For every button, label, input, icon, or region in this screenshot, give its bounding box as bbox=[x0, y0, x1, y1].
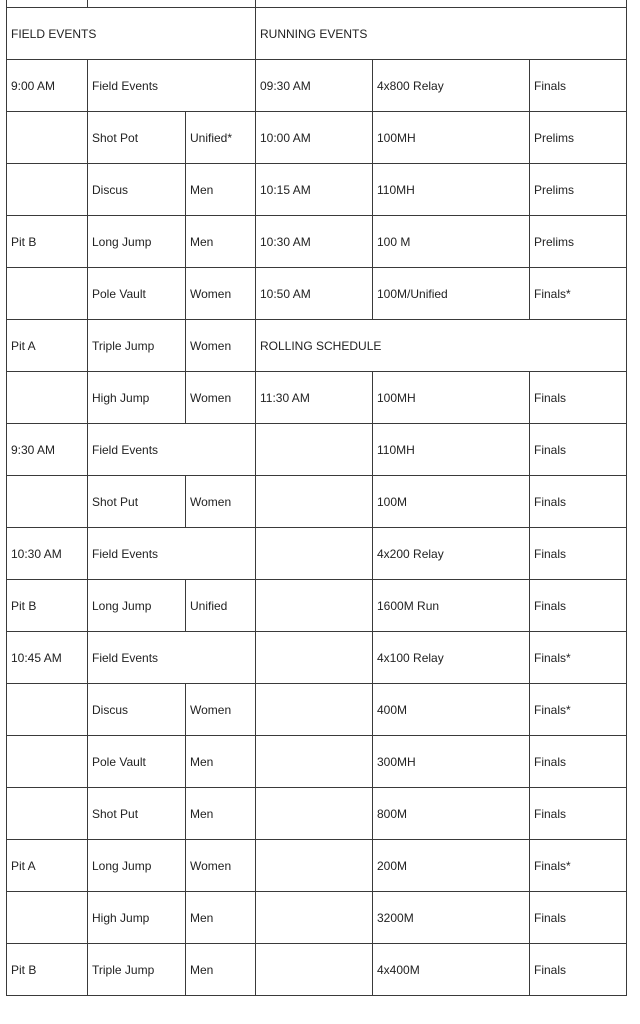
running-time-cell: 10:15 AM bbox=[256, 164, 373, 216]
field-time-cell: Pit A bbox=[7, 320, 88, 372]
running-event-cell: 4x400M bbox=[373, 944, 530, 996]
field-time-cell bbox=[7, 788, 88, 840]
field-time-cell bbox=[7, 736, 88, 788]
table-row bbox=[7, 216, 627, 268]
field-time-cell bbox=[7, 112, 88, 164]
section-header-row bbox=[7, 8, 627, 60]
running-event-cell: 4x800 Relay bbox=[373, 60, 530, 112]
running-event-cell: 1600M Run bbox=[373, 580, 530, 632]
table-row bbox=[7, 944, 627, 996]
field-division-cell: Men bbox=[186, 944, 256, 996]
table-cell bbox=[256, 0, 627, 8]
running-time-cell bbox=[256, 632, 373, 684]
field-division-cell: Women bbox=[186, 268, 256, 320]
field-time-cell bbox=[7, 164, 88, 216]
running-event-cell: 800M bbox=[373, 788, 530, 840]
field-event-cell: Pole Vault bbox=[88, 268, 186, 320]
table-row bbox=[7, 840, 627, 892]
field-event-cell: High Jump bbox=[88, 372, 186, 424]
field-time-cell: Pit B bbox=[7, 944, 88, 996]
running-round-cell: Prelims bbox=[530, 112, 627, 164]
running-time-cell bbox=[256, 944, 373, 996]
field-event-cell: Shot Pot bbox=[88, 112, 186, 164]
field-division-cell: Men bbox=[186, 892, 256, 944]
field-time-cell bbox=[7, 372, 88, 424]
running-event-cell: 100MH bbox=[373, 112, 530, 164]
running-event-cell: 4x200 Relay bbox=[373, 528, 530, 580]
cut-off-row bbox=[7, 0, 627, 8]
running-round-cell: Finals bbox=[530, 736, 627, 788]
field-time-cell bbox=[7, 684, 88, 736]
running-round-cell: Finals* bbox=[530, 632, 627, 684]
running-round-cell: Prelims bbox=[530, 216, 627, 268]
running-time-cell: 10:00 AM bbox=[256, 112, 373, 164]
running-event-cell: 300MH bbox=[373, 736, 530, 788]
field-division-cell: Men bbox=[186, 736, 256, 788]
running-time-cell: 11:30 AM bbox=[256, 372, 373, 424]
field-event-cell: Long Jump bbox=[88, 580, 186, 632]
table-row bbox=[7, 788, 627, 840]
field-event-cell: Field Events bbox=[88, 60, 256, 112]
field-division-cell: Men bbox=[186, 216, 256, 268]
field-event-cell: Shot Put bbox=[88, 476, 186, 528]
running-time-cell bbox=[256, 528, 373, 580]
running-round-cell: Finals bbox=[530, 372, 627, 424]
running-round-cell: Finals* bbox=[530, 268, 627, 320]
table-row bbox=[7, 268, 627, 320]
field-time-cell: 9:00 AM bbox=[7, 60, 88, 112]
field-event-cell: Discus bbox=[88, 164, 186, 216]
running-time-cell bbox=[256, 476, 373, 528]
field-event-cell: Field Events bbox=[88, 424, 256, 476]
table-row bbox=[7, 424, 627, 476]
running-event-cell: 100M bbox=[373, 476, 530, 528]
running-time-cell: 09:30 AM bbox=[256, 60, 373, 112]
field-event-cell: Pole Vault bbox=[88, 736, 186, 788]
running-event-cell: 110MH bbox=[373, 164, 530, 216]
field-time-cell: 9:30 AM bbox=[7, 424, 88, 476]
running-time-cell bbox=[256, 736, 373, 788]
table-row bbox=[7, 476, 627, 528]
field-event-cell: Triple Jump bbox=[88, 320, 186, 372]
table-row bbox=[7, 632, 627, 684]
running-event-cell: 3200M bbox=[373, 892, 530, 944]
field-division-cell: Women bbox=[186, 684, 256, 736]
running-time-cell bbox=[256, 424, 373, 476]
field-time-cell bbox=[7, 268, 88, 320]
table-row bbox=[7, 684, 627, 736]
table-row bbox=[7, 372, 627, 424]
field-time-cell: Pit A bbox=[7, 840, 88, 892]
running-round-cell: Finals bbox=[530, 892, 627, 944]
table-row bbox=[7, 892, 627, 944]
field-event-cell: Long Jump bbox=[88, 840, 186, 892]
field-division-cell: Women bbox=[186, 372, 256, 424]
field-event-cell: Field Events bbox=[88, 528, 256, 580]
field-event-cell: Field Events bbox=[88, 632, 256, 684]
field-division-cell: Women bbox=[186, 840, 256, 892]
running-event-cell: 400M bbox=[373, 684, 530, 736]
field-time-cell bbox=[7, 476, 88, 528]
schedule-table bbox=[6, 0, 627, 996]
running-event-cell: 110MH bbox=[373, 424, 530, 476]
field-time-cell: 10:45 AM bbox=[7, 632, 88, 684]
table-row bbox=[7, 320, 627, 372]
field-time-cell: Pit B bbox=[7, 216, 88, 268]
table-row bbox=[7, 112, 627, 164]
field-division-cell: Women bbox=[186, 476, 256, 528]
running-time-cell: 10:50 AM bbox=[256, 268, 373, 320]
field-division-cell: Women bbox=[186, 320, 256, 372]
running-time-cell bbox=[256, 684, 373, 736]
running-time-cell bbox=[256, 892, 373, 944]
field-event-cell: Discus bbox=[88, 684, 186, 736]
field-event-cell: Long Jump bbox=[88, 216, 186, 268]
running-time-cell bbox=[256, 788, 373, 840]
running-round-cell: Finals bbox=[530, 528, 627, 580]
running-event-cell: 100M/Unified bbox=[373, 268, 530, 320]
field-division-cell: Men bbox=[186, 788, 256, 840]
running-round-cell: Finals* bbox=[530, 684, 627, 736]
running-time-cell: 10:30 AM bbox=[256, 216, 373, 268]
table-row bbox=[7, 736, 627, 788]
field-event-cell: Shot Put bbox=[88, 788, 186, 840]
field-division-cell: Unified bbox=[186, 580, 256, 632]
running-events-header: RUNNING EVENTS bbox=[256, 8, 627, 60]
table-row bbox=[7, 580, 627, 632]
running-event-cell: 4x100 Relay bbox=[373, 632, 530, 684]
rolling-schedule-header: ROLLING SCHEDULE bbox=[256, 320, 627, 372]
table-row bbox=[7, 164, 627, 216]
running-event-cell: 100 M bbox=[373, 216, 530, 268]
running-round-cell: Finals bbox=[530, 944, 627, 996]
field-time-cell bbox=[7, 892, 88, 944]
running-round-cell: Finals bbox=[530, 424, 627, 476]
field-division-cell: Unified* bbox=[186, 112, 256, 164]
table-cell bbox=[7, 0, 88, 8]
running-round-cell: Finals* bbox=[530, 840, 627, 892]
field-division-cell: Men bbox=[186, 164, 256, 216]
running-event-cell: 100MH bbox=[373, 372, 530, 424]
table-cell bbox=[88, 0, 256, 8]
table-row bbox=[7, 528, 627, 580]
running-event-cell: 200M bbox=[373, 840, 530, 892]
field-time-cell: Pit B bbox=[7, 580, 88, 632]
running-round-cell: Finals bbox=[530, 788, 627, 840]
field-event-cell: High Jump bbox=[88, 892, 186, 944]
table-row bbox=[7, 60, 627, 112]
running-round-cell: Finals bbox=[530, 476, 627, 528]
field-event-cell: Triple Jump bbox=[88, 944, 186, 996]
field-events-header: FIELD EVENTS bbox=[7, 8, 256, 60]
running-round-cell: Finals bbox=[530, 580, 627, 632]
running-time-cell bbox=[256, 580, 373, 632]
running-time-cell bbox=[256, 840, 373, 892]
field-time-cell: 10:30 AM bbox=[7, 528, 88, 580]
schedule-body bbox=[7, 0, 627, 996]
running-round-cell: Finals bbox=[530, 60, 627, 112]
running-round-cell: Prelims bbox=[530, 164, 627, 216]
